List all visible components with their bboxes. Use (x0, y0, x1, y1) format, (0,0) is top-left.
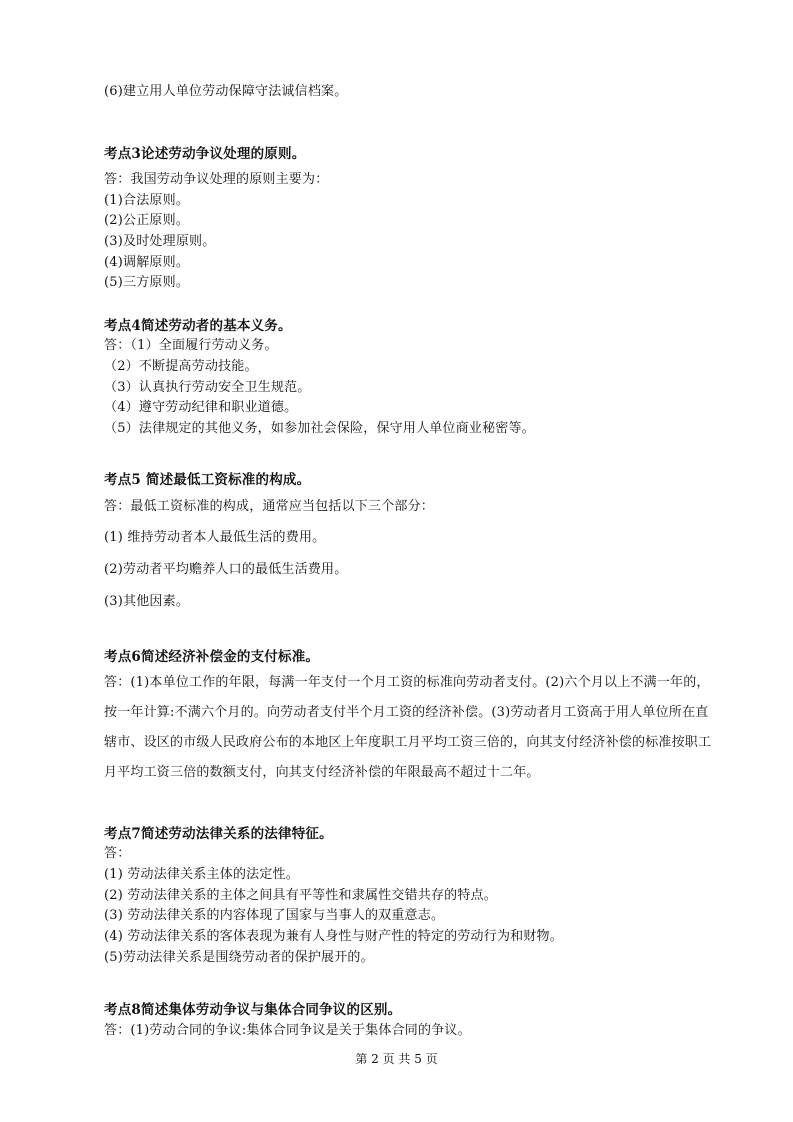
section-7-item: (1) 劳动法律关系主体的法定性。 (104, 867, 299, 882)
section-5-item: (1) 维持劳动者本人最低生活的费用。 (104, 530, 326, 545)
page-number-footer: 第 2 页 共 5 页 (355, 1052, 438, 1066)
section-3-item: (4)调解原则。 (104, 255, 190, 270)
section-3-item: (2)公正原则。 (104, 213, 190, 228)
section-3-item: (1)合法原则。 (104, 193, 190, 208)
section-7-item: (2) 劳动法律关系的主体之间具有平等性和隶属性交错共存的特点。 (104, 888, 497, 903)
section-7-item: (3) 劳动法律关系的内容体现了国家与当事人的双重意志。 (104, 908, 445, 923)
section-4-item: 答：（1）全面履行劳动义务。 (104, 338, 278, 353)
section-6-heading: 考点6简述经济补偿金的支付标准。 (104, 649, 320, 665)
section-7-item: (4) 劳动法律关系的客体表现为兼有人身性与财产性的特定的劳动行为和财物。 (104, 929, 563, 944)
section-4-item: （5）法律规定的其他义务，如参加社会保险，保守用人单位商业秘密等。 (104, 421, 535, 436)
section-6-body: 答：(1)本单位工作的年限，每满一年支付一个月工资的标准向劳动者支付。(2)六个月以上不满一年的，按一年计算:不满六个月的。向劳动者支付半个月工资的经济补偿。(3)劳动者月工资高于用人单位所在直辖市、设区的市级人民政府公布的本地区上年度职工月平均工资三倍的，向其支付经济补偿的标准按职工月平均工资三倍的数额支付，向其支付经济补偿的年限最高不超过十二年。 (104, 675, 712, 780)
section-4-item: （4）遵守劳动纪律和职业道德。 (104, 400, 298, 415)
section-7-item: (5)劳动法律关系是围绕劳动者的保护展开的。 (104, 950, 374, 965)
section-5-item: (3)其他因素。 (104, 594, 190, 609)
section-3-intro: 答：我国劳动争议处理的原则主要为： (104, 172, 329, 187)
previous-list-item: (6)建立用人单位劳动保障守法诚信档案。 (104, 84, 348, 99)
section-4-item: （2）不断提高劳动技能。 (104, 359, 258, 374)
section-4-heading: 考点4简述劳动者的基本义务。 (104, 318, 292, 334)
section-5-intro: 答：最低工资标准的构成，通常应当包括以下三个部分： (104, 499, 435, 514)
section-3-heading: 考点3论述劳动争议处理的原则。 (104, 146, 306, 162)
section-4-item: （3）认真执行劳动安全卫生规范。 (104, 380, 311, 395)
section-8-intro: 答：(1)劳动合同的争议:集体合同争议是关于集体合同的争议。 (104, 1023, 471, 1038)
section-7-intro: 答： (104, 846, 131, 861)
section-8-heading: 考点8简述集体劳动争议与集体合同争议的区别。 (104, 1002, 402, 1018)
section-5-item: (2)劳动者平均赡养人口的最低生活费用。 (104, 562, 348, 577)
section-3-item: (3)及时处理原则。 (104, 234, 216, 249)
section-7-heading: 考点7简述劳动法律关系的法律特征。 (104, 826, 333, 842)
section-3-item: (5)三方原则。 (104, 275, 190, 290)
section-5-heading: 考点5 简述最低工资标准的构成。 (104, 472, 311, 488)
